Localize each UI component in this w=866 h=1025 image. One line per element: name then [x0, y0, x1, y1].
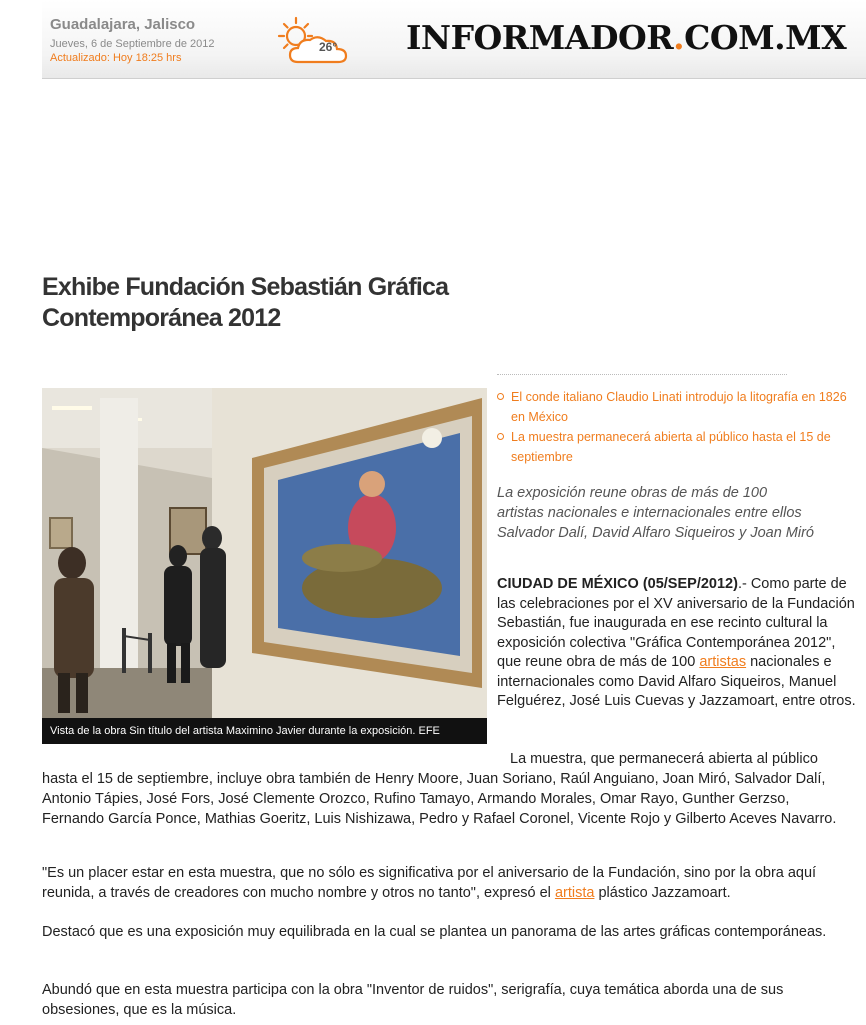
related-link[interactable]	[497, 427, 862, 467]
paragraph-2	[42, 863, 854, 903]
updated-time: Actualizado: Hoy 18:25 hrs	[50, 52, 182, 64]
related-link[interactable]	[497, 387, 862, 427]
partly-sunny-icon	[274, 14, 356, 68]
paragraph-1-text: La muestra, que permanecerá abierta al público hasta el 15 de septiembre, incluye obra también de Henry Moore, Juan Soriano, Raúl Anguiano, Joan Miró, Salvador Dalí, Antonio Tápies, José Fors, José Clemente Orozco, Rufino Tamayo, Armando Morales, Omar Rayo, Gunther Gerzso, Fernando García Ponce, Mathias Goeritz, Luis Nishizawa, Pedro y Rafael Coronel, Vicente Rojo y Gilberto Aceves Navarro.	[42, 751, 837, 827]
circle-bullet-icon	[497, 393, 504, 400]
current-date: Jueves, 6 de Septiembre de 2012	[50, 38, 215, 50]
paragraph-4: Abundó que en esta muestra participa con la obra "Inventor de ruidos", serigrafía, cuya temática aborda una de sus obsesiones, que es la música.	[42, 982, 784, 1018]
divider	[497, 374, 787, 375]
logo-tld: COM.MX	[684, 18, 847, 57]
logo-dot: .	[673, 18, 685, 57]
gallery-photo-illustration	[42, 388, 487, 718]
paragraph-1	[42, 749, 854, 829]
lead-text-1: .- Como parte de las celebraciones por el XV aniversario de la Fundación Sebastián, fue inaugurada en ese recinto cultural la exposición colectiva "Gráfica Contemporánea 2012", que reune obra de más de 100	[497, 576, 855, 670]
article-headline: Exhibe Fundación Sebastián Gráfica Contemporánea 2012	[42, 273, 449, 332]
related-link-text: El conde italiano Claudio Linati introdujo la litografía en 1826 en México	[511, 390, 847, 424]
site-logo[interactable]	[406, 18, 846, 57]
article-summary: La exposición reune obras de más de 100 artistas nacionales e internacionales entre ellos Salvador Dalí, David Alfaro Siqueiros y Joan Miró	[497, 485, 814, 541]
paragraph-3: Destacó que es una exposición muy equilibrada en la cual se plantea un panorama de las artes gráficas contemporáneas.	[42, 924, 827, 940]
dateline: CIUDAD DE MÉXICO (05/SEP/2012)	[497, 576, 738, 592]
photo-caption: Vista de la obra Sin título del artista Maximino Javier durante la exposición. EFE	[42, 718, 487, 744]
paragraph-2-text-2: plástico Jazzamoart.	[594, 885, 731, 901]
temperature: 26°	[319, 40, 338, 54]
city-name: Guadalajara, Jalisco	[50, 16, 196, 33]
paragraph-2-text-1: "Es un placer estar en esta muestra, que no sólo es significativa por el aniversario de la Fundación, sino por la obra aquí reunida, a través de creadores con mucho nombre y otros no tanto", expresó el	[42, 865, 817, 901]
circle-bullet-icon	[497, 433, 504, 440]
logo-main: INFORMADOR	[406, 18, 674, 57]
artista-link[interactable]: artista	[554, 885, 595, 901]
site-header	[42, 0, 866, 79]
article-photo[interactable]	[42, 388, 487, 718]
lead-text-2: nacionales e internacionales como David Alfaro Siqueiros, Manuel Felguérez, José Luis Cuevas y Jazzamoart, entre otros.	[497, 654, 856, 709]
related-link-text: La muestra permanecerá abierta al público hasta el 15 de septiembre	[511, 430, 831, 464]
article-lead	[497, 575, 863, 712]
related-links	[497, 387, 862, 467]
artistas-link[interactable]: artistas	[699, 654, 747, 670]
